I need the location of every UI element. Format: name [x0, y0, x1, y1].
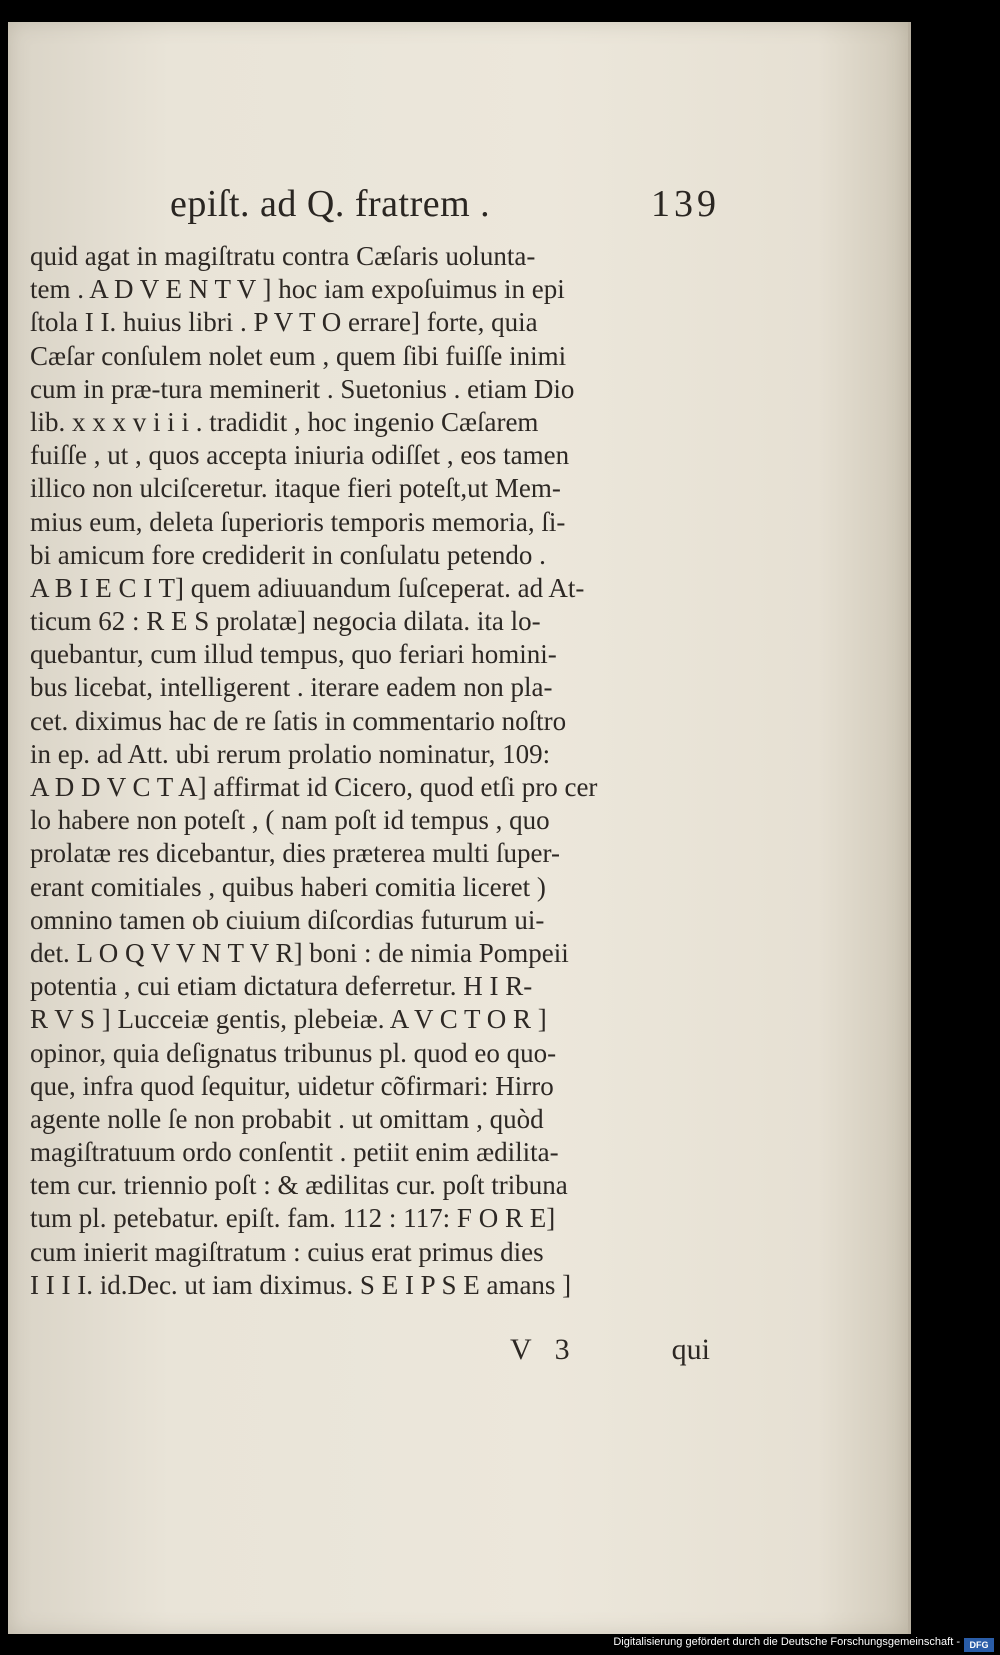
text-line: lib. x x x v i i i . tradidit , hoc ingenio Cæſarem	[30, 406, 539, 437]
text-line: Cæſar conſulem nolet eum , quem ſibi fuiſſe inimi	[30, 340, 567, 371]
page-header	[160, 170, 720, 240]
dfg-logo: DFG	[964, 1638, 994, 1652]
text-line: R V S ] Lucceiæ gentis, plebeiæ. A V C T O R ]	[30, 1004, 547, 1035]
signature-mark: V 3	[510, 1333, 578, 1366]
body-text	[30, 240, 722, 1302]
footer-bar	[0, 1636, 1000, 1655]
text-line: cum inierit magiſtratum : cuius erat primus dies	[30, 1236, 544, 1267]
text-line: quebantur, cum illud tempus, quo feriari homini-	[30, 639, 557, 670]
text-line: ticum 62 : R E S prolatæ] negocia dilata. ita lo-	[30, 606, 541, 637]
digitization-credit: Digitalisierung gefördert durch die Deutsche Forschungsgemeinschaft -	[613, 1636, 960, 1648]
text-line: in ep. ad Att. ubi rerum prolatio nominatur, 109:	[30, 738, 551, 769]
text-line: que, infra quod ſequitur, uidetur cõfirmari: Hirro	[30, 1070, 554, 1101]
text-line: ſtola I I. huius libri . P V T O errare] forte, quia	[30, 307, 538, 338]
catchline	[30, 1333, 710, 1373]
text-line: tem cur. triennio poſt : & ædilitas cur. poſt tribuna	[30, 1170, 568, 1201]
running-title: epiſt. ad Q. fratrem .	[170, 183, 491, 225]
text-line: I I I I. id.Dec. ut iam diximus. S E I P S E amans ]	[30, 1269, 572, 1300]
text-line: lo habere non poteſt , ( nam poſt id tempus , quo	[30, 805, 550, 836]
text-line: quid agat in magiſtratu contra Cæſaris uolunta-	[30, 241, 536, 271]
text-line: agente nolle ſe non probabit . ut omittam , quòd	[30, 1103, 544, 1134]
text-line: illico non ulciſceretur. itaque fieri poteſt,ut Mem-	[30, 473, 561, 504]
text-line: tem . A D V E N T V ] hoc iam expoſuimus in epi	[30, 274, 565, 305]
text-line: bi amicum fore crediderit in conſulatu petendo .	[30, 539, 546, 570]
text-line: det. L O Q V V N T V R] boni : de nimia Pompeii	[30, 937, 569, 968]
catchword: qui	[671, 1333, 710, 1366]
text-line: magiſtratuum ordo conſentit . petiit enim ædilita-	[30, 1137, 559, 1168]
text-line: A B I E C I T] quem adiuuandum ſuſceperat. ad At-	[30, 572, 585, 603]
text-line: mius eum, deleta ſuperioris temporis memoria, ſi-	[30, 506, 566, 537]
text-line: cum in præ-tura meminerit . Suetonius . etiam Dio	[30, 373, 575, 404]
text-line: bus licebat, intelligerent . iterare eadem non pla-	[30, 672, 553, 703]
text-line: opinor, quia deſignatus tribunus pl. quod eo quo-	[30, 1037, 557, 1068]
text-line: cet. diximus hac de re ſatis in commentario noſtro	[30, 705, 567, 736]
text-line: omnino tamen ob ciuium diſcordias futurum ui-	[30, 904, 545, 935]
text-line: potentia , cui etiam dictatura deferretur. H I R-	[30, 971, 533, 1002]
text-line: prolatæ res dicebantur, dies præterea multi ſuper-	[30, 838, 560, 869]
text-line: erant comitiales , quibus haberi comitia liceret )	[30, 871, 546, 902]
text-line: A D D V C T A] affirmat id Cicero, quod etſi pro cer	[30, 772, 598, 802]
text-line: tum pl. petebatur. epiſt. fam. 112 : 117: F O R E]	[30, 1203, 556, 1234]
page-number: 139	[651, 183, 720, 225]
text-line: fuiſſe , ut , quos accepta iniuria odiſſet , eos tamen	[30, 440, 570, 471]
